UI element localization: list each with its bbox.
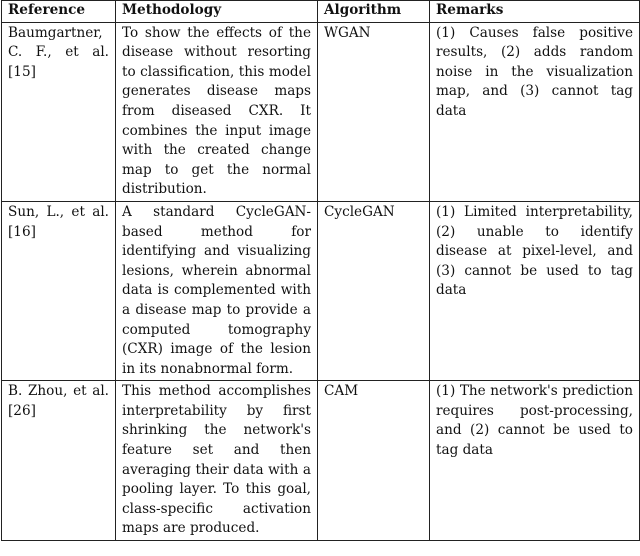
cell-reference: Baumgartner, C. F., et al. [15] xyxy=(2,22,116,201)
cell-algorithm: CycleGAN xyxy=(318,201,430,380)
table-row xyxy=(2,22,640,201)
cell-algorithm: CAM xyxy=(318,381,430,541)
cell-methodology: To show the effects of the disease without resorting to classification, this model generates disease maps from diseased CXR. It combines the input image with the created change map to get the normal distribution. xyxy=(116,22,318,201)
header-row xyxy=(2,1,640,23)
table-row xyxy=(2,381,640,541)
header-remarks: Remarks xyxy=(430,1,640,23)
table-body xyxy=(2,22,640,540)
header-methodology: Methodology xyxy=(116,1,318,23)
comparison-table xyxy=(1,0,640,541)
cell-algorithm: WGAN xyxy=(318,22,430,201)
header-reference: Reference xyxy=(2,1,116,23)
cell-remarks: (1) The network's prediction requires post-processing, and (2) cannot be used to tag data xyxy=(430,381,640,541)
header-algorithm: Algorithm xyxy=(318,1,430,23)
cell-reference: B. Zhou, et al. [26] xyxy=(2,381,116,541)
table-row xyxy=(2,201,640,380)
cell-remarks: (1) Causes false positive results, (2) adds random noise in the visualization map, and (3) cannot tag data xyxy=(430,22,640,201)
cell-methodology: This method accomplishes interpretability by first shrinking the network's feature set and then averaging their data with a pooling layer. To this goal, class-specific activation maps are produced. xyxy=(116,381,318,541)
cell-methodology: A standard CycleGAN-based method for identifying and visualizing lesions, wherein abnormal data is complemented with a disease map to provide a computed tomography (CXR) image of the lesion in its nonabnormal form. xyxy=(116,201,318,380)
table-header xyxy=(2,1,640,23)
cell-remarks: (1) Limited interpretability, (2) unable to identify disease at pixel-level, and (3) cannot be used to tag data xyxy=(430,201,640,380)
cell-reference: Sun, L., et al. [16] xyxy=(2,201,116,380)
